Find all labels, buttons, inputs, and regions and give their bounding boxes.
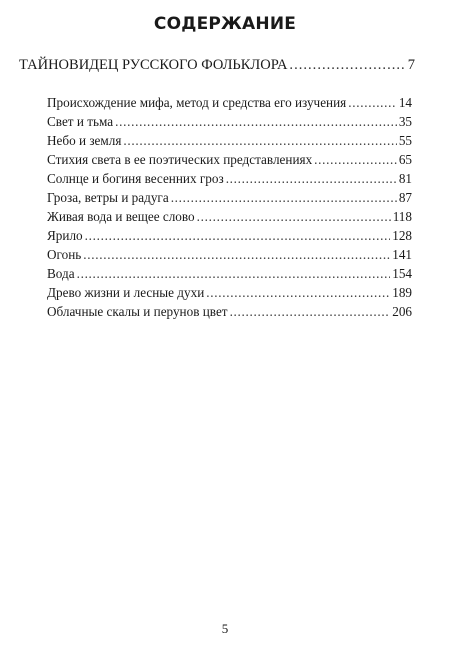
toc-entry-title: Происхождение мифа, метод и средства его изучения <box>47 95 347 110</box>
toc-entry <box>47 95 412 111</box>
toc-entry <box>47 209 412 225</box>
toc-dot-leader <box>123 133 396 149</box>
toc-entry <box>47 190 412 206</box>
toc-entry-page: 35 <box>398 114 412 129</box>
toc-entry-title: Вода <box>47 266 75 281</box>
toc-entry-page: 87 <box>398 190 412 205</box>
toc-entry <box>47 171 412 187</box>
toc-main-entry-title: ТАЙНОВИДЕЦ РУССКОГО ФОЛЬКЛОРА <box>19 57 288 73</box>
toc-dot-leader <box>83 247 390 263</box>
toc-entry <box>47 285 412 301</box>
toc-entry-page: 154 <box>392 266 412 281</box>
toc-dot-leader <box>77 266 391 282</box>
toc-entry-page: 206 <box>392 304 412 319</box>
toc-entry-title: Огонь <box>47 247 82 262</box>
toc-dot-leader <box>85 228 391 244</box>
toc-entry-page: 14 <box>398 95 412 110</box>
toc-entry-page: 189 <box>392 285 412 300</box>
toc-entry-title: Небо и земля <box>47 133 122 148</box>
toc-dot-leader <box>206 285 390 301</box>
toc-entry-page: 81 <box>398 171 412 186</box>
toc-entry <box>47 152 412 168</box>
toc-entry-title: Стихия света в ее поэтических представлениях <box>47 152 313 167</box>
toc-dot-leader <box>289 57 405 74</box>
toc-dot-leader <box>171 190 397 206</box>
toc-entry-page: 65 <box>398 152 412 167</box>
toc-entry-page: 141 <box>392 247 412 262</box>
toc-dot-leader <box>230 304 391 320</box>
toc-main-entry <box>19 57 415 74</box>
toc-dot-leader <box>314 152 397 168</box>
toc-main-entry-page: 7 <box>407 57 415 73</box>
toc-entry-page: 128 <box>392 228 412 243</box>
toc-entry <box>47 228 412 244</box>
toc-entry-title: Древо жизни и лесные духи <box>47 285 205 300</box>
toc-dot-leader <box>348 95 397 111</box>
toc-entry-title: Свет и тьма <box>47 114 114 129</box>
toc-entry-page: 55 <box>398 133 412 148</box>
toc-entry-title: Солнце и богиня весенних гроз <box>47 171 224 186</box>
toc-entry-title: Ярило <box>47 228 83 243</box>
toc-entry-title: Гроза, ветры и радуга <box>47 190 169 205</box>
toc-entry <box>47 114 412 130</box>
toc-heading: СОДЕРЖАНИЕ <box>153 14 297 34</box>
toc-entry-page: 118 <box>392 209 412 224</box>
toc-entry <box>47 304 412 320</box>
toc-dot-leader <box>115 114 397 130</box>
toc-entry <box>47 266 412 282</box>
toc-entry <box>47 133 412 149</box>
toc-entry <box>47 247 412 263</box>
toc-entry-title: Облачные скалы и перунов цвет <box>47 304 228 319</box>
page-number: 5 <box>221 621 229 636</box>
toc-dot-leader <box>197 209 391 225</box>
toc-dot-leader <box>226 171 397 187</box>
toc-entry-title: Живая вода и вещее слово <box>47 209 195 224</box>
